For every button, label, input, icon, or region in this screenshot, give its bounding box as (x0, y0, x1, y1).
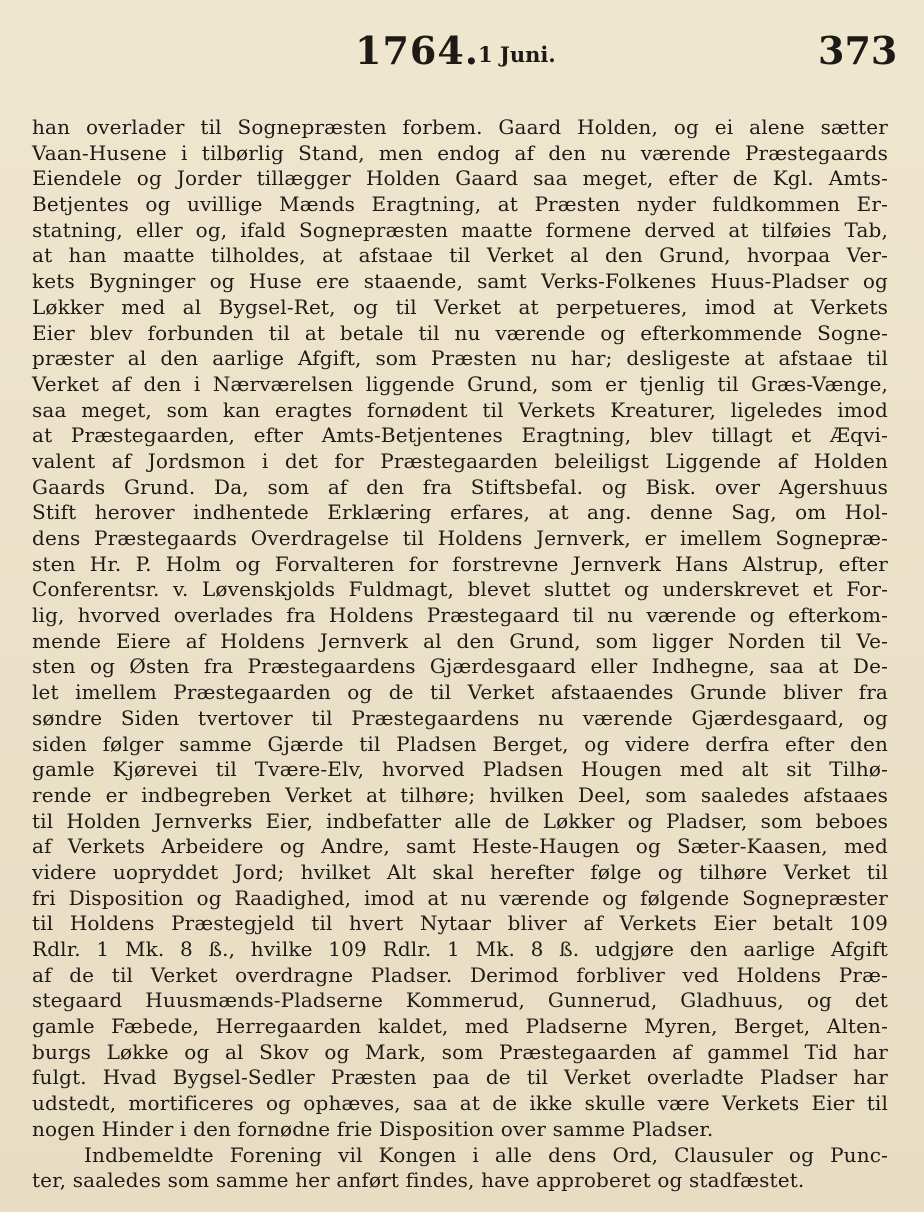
paragraph-2 (32, 1143, 888, 1194)
text-line: Stift herover indhentede Erklæring erfares, at ang. denne Sag, om Hol- (32, 500, 888, 525)
text-line: siden følger samme Gjærde til Pladsen Berget, og videre derfra efter den (32, 731, 888, 756)
text-line: at Præstegaarden, efter Amts-Betjentenes Eragtning, blev tillagt et Æqvi- (32, 423, 888, 448)
text-line: dens Præstegaards Overdragelse til Holdens Jernverk, er imellem Sognepræ- (32, 526, 888, 550)
text-line: valent af Jordsmon i det for Præstegaarden beleiligst Liggende af Holden (32, 448, 888, 473)
text-line: Conferentsr. v. Løvenskjolds Fuldmagt, blevet sluttet og underskrevet et For- (32, 577, 888, 602)
text-line: saa meget, som kan eragtes fornødent til Verkets Kreaturer, ligeledes imod (32, 397, 888, 422)
text-line: Vaan-Husene i tilbørlig Stand, men endog af den nu værende Præstegaards (32, 140, 888, 165)
text-line: Løkker med al Bygsel-Ret, og til Verket at perpetueres, imod at Verkets (32, 294, 888, 319)
body-text (32, 115, 888, 1194)
text-line: ter, saaledes som samme her anført findes, have approberet og stadfæstet. (32, 1168, 805, 1193)
header-year: 1764. (355, 28, 479, 73)
text-line: at han maatte tilholdes, at afstaae til Verket al den Grund, hvorpaa Ver- (32, 243, 888, 268)
header-date: 1 Juni. (478, 42, 556, 67)
text-line: præster al den aarlige Afgift, som Præsten nu har; desligeste at afstaae til (32, 346, 888, 371)
text-line: nogen Hinder i den fornødne frie Disposition over samme Pladser. (32, 1116, 714, 1141)
text-line: sten og Østen fra Præstegaardens Gjærdesgaard eller Indhegne, saa at De- (32, 654, 888, 679)
paragraph-1 (32, 115, 888, 1143)
text-line: til Holdens Præstegjeld til hvert Nytaar bliver af Verkets Eier betalt 109 (32, 911, 888, 936)
text-line: fri Disposition og Raadighed, imod at nu værende og følgende Sognepræster (32, 885, 888, 910)
text-line: af Verkets Arbeidere og Andre, samt Heste-Haugen og Sæter-Kaasen, med (32, 834, 888, 859)
text-line: stegaard Huusmænds-Pladserne Kommerud, Gunnerud, Gladhuus, og det (32, 988, 888, 1013)
text-line: lig, hvorved overlades fra Holdens Præstegaard til nu værende og efterkom- (32, 603, 888, 628)
text-line: Eiendele og Jorder tillægger Holden Gaard saa meget, efter de Kgl. Amts- (32, 166, 888, 191)
text-line: mende Eiere af Holdens Jernverk al den Grund, som ligger Norden til Ve- (32, 628, 888, 653)
text-line: gamle Kjørevei til Tvære-Elv, hvorved Pladsen Hougen med alt sit Tilhø- (32, 757, 888, 782)
text-line: burgs Løkke og al Skov og Mark, som Præstegaarden af gammel Tid har (32, 1039, 888, 1064)
text-line: til Holden Jernverks Eier, indbefatter alle de Løkker og Pladser, som beboes (32, 808, 888, 833)
text-line: gamle Fæbede, Herregaarden kaldet, med Pladserne Myren, Berget, Alten- (32, 1014, 888, 1039)
text-line: Verket af den i Nærværelsen liggende Grund, som er tjenlig til Græs-Vænge, (32, 371, 888, 396)
text-line: rende er indbegreben Verket at tilhøre; hvilken Deel, som saaledes afstaaes (32, 782, 888, 807)
text-line: let imellem Præstegaarden og de til Verket afstaaendes Grunde bliver fra (32, 680, 888, 705)
page-header (0, 28, 924, 78)
text-line: han overlader til Sognepræsten forbem. Gaard Holden, og ei alene sætter (32, 115, 888, 139)
text-line: sten Hr. P. Holm og Forvalteren for forstrevne Jernverk Hans Alstrup, efter (32, 551, 888, 576)
text-line: videre uopryddet Jord; hvilket Alt skal herefter følge og tilhøre Verket til (32, 859, 888, 884)
text-line: Betjentes og uvillige Mænds Eragtning, at Præsten nyder fuldkommen Er- (32, 192, 888, 217)
text-line: kets Bygninger og Huse ere staaende, samt Verks-Folkenes Huus-Pladser og (32, 269, 888, 294)
text-line: søndre Siden tvertover til Præstegaardens nu værende Gjærdesgaard, og (32, 705, 888, 730)
page-number: 373 (818, 28, 898, 73)
text-line: Indbemeldte Forening vil Kongen i alle dens Ord, Clausuler og Punc- (84, 1142, 888, 1167)
text-line: Gaards Grund. Da, som af den fra Stiftsbefal. og Bisk. over Agershuus (32, 474, 888, 499)
text-line: Eier blev forbunden til at betale til nu værende og efterkommende Sogne- (32, 320, 888, 345)
text-line: af de til Verket overdragne Pladser. Derimod forbliver ved Holdens Præ- (32, 962, 888, 987)
text-line: fulgt. Hvad Bygsel-Sedler Præsten paa de til Verket overladte Pladser har (32, 1065, 888, 1090)
text-line: Rdlr. 1 Mk. 8 ß., hvilke 109 Rdlr. 1 Mk. 8 ß. udgjøre den aarlige Afgift (32, 937, 888, 961)
text-line: udstedt, mortificeres og ophæves, saa at de ikke skulle være Verkets Eier til (32, 1091, 888, 1116)
text-line: statning, eller og, ifald Sognepræsten maatte formene derved at tilføies Tab, (32, 217, 888, 242)
